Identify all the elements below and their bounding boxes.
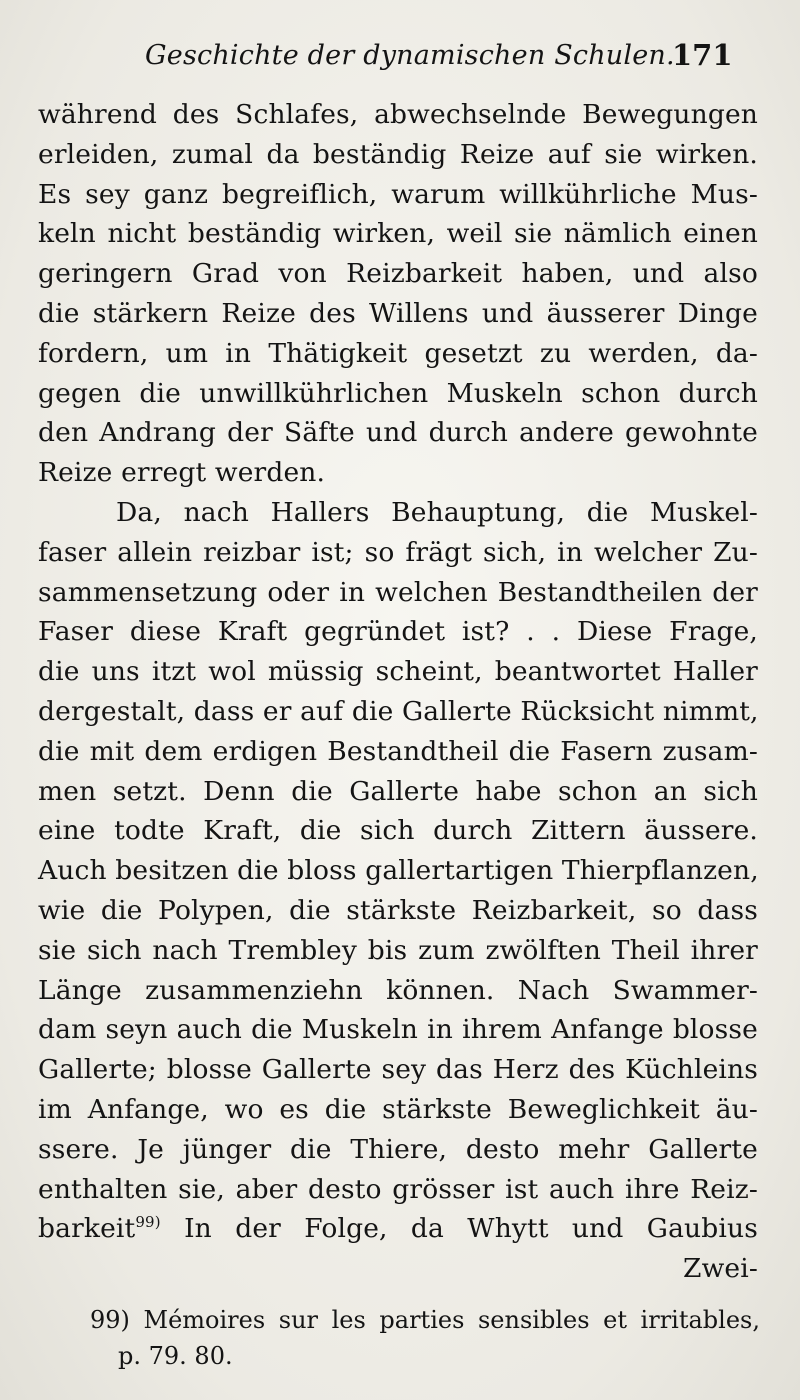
- text-line: enthalten sie, aber desto grösser ist auch ihre Reiz-: [38, 1173, 758, 1205]
- text-line: faser allein reizbar ist; so frägt sich, in welcher Zu-: [38, 536, 758, 568]
- text-line: gegen die unwillkührlichen Muskeln schon durch: [38, 377, 758, 409]
- footnote-text: Mémoires sur les parties sensibles et irritables,: [143, 1306, 760, 1334]
- text-line: Länge zusammenziehn können. Nach Swammer-: [38, 974, 758, 1006]
- text-line: die mit dem erdigen Bestandtheil die Fasern zusam-: [38, 735, 758, 767]
- text-line: erleiden, zumal da beständig Reize auf sie wirken.: [38, 138, 758, 170]
- text-line: Es sey ganz begreiflich, warum willkührliche Mus-: [38, 178, 758, 210]
- footnote-reference: 99): [135, 1213, 161, 1232]
- text-line: dam seyn auch die Muskeln in ihrem Anfange blosse: [38, 1014, 758, 1046]
- text-line: Reize erregt werden.: [38, 457, 326, 489]
- text-line: im Anfange, wo es die stärkste Beweglichkeit äu-: [38, 1093, 758, 1125]
- text-line: men setzt. Denn die Gallerte habe schon an sich: [38, 775, 758, 807]
- text-line: keln nicht beständig wirken, weil sie nämlich einen: [38, 218, 758, 250]
- text-line: ssere. Je jünger die Thiere, desto mehr Gallerte: [38, 1133, 758, 1165]
- text-line: den Andrang der Säfte und durch andere gewohnte: [38, 417, 758, 449]
- text-line: während des Schlafes, abwechselnde Bewegungen: [38, 99, 758, 130]
- text-line: sammensetzung oder in welchen Bestandtheilen der: [38, 576, 758, 608]
- text-line: die uns itzt wol müssig scheint, beantwortet Haller: [38, 656, 758, 688]
- footnote: [90, 1302, 760, 1374]
- text-line: die stärkern Reize des Willens und äusserer Dinge: [38, 297, 758, 329]
- text-line: Auch besitzen die bloss gallertartigen Thierpflanzen,: [38, 855, 759, 887]
- text-line: sie sich nach Trembley bis zum zwölften Theil ihrer: [38, 934, 758, 966]
- paragraph-start-line: Da, nach Hallers Behauptung, die Muskel-: [116, 496, 758, 528]
- text-line-with-footnote-ref: [38, 1209, 758, 1249]
- footnote-line: [90, 1302, 760, 1338]
- footnote-line: p. 79. 80.: [118, 1342, 233, 1370]
- text-line: eine todte Kraft, die sich durch Zittern äussere.: [38, 815, 758, 847]
- text-line: geringern Grad von Reizbarkeit haben, und also: [38, 258, 758, 290]
- text-line: wie die Polypen, die stärkste Reizbarkeit, so dass: [38, 894, 758, 926]
- text-segment: In der Folge, da Whytt und Gaubius: [184, 1213, 758, 1245]
- text-line: Faser diese Kraft gegründet ist? . . Diese Frage,: [38, 616, 758, 648]
- page-number: 171: [672, 38, 733, 72]
- text-line: Gallerte; blosse Gallerte sey das Herz des Küchleins: [38, 1054, 758, 1086]
- footnote-number: 99): [90, 1306, 130, 1334]
- text-line: fordern, um in Thätigkeit gesetzt zu werden, da-: [38, 337, 758, 369]
- text-segment: barkeit: [38, 1213, 136, 1245]
- running-head: [0, 28, 800, 76]
- catchword: Zwei-: [683, 1253, 758, 1285]
- running-title: Geschichte der dynamischen Schulen.: [145, 40, 675, 71]
- text-line: dergestalt, dass er auf die Gallerte Rücksicht nimmt,: [38, 695, 759, 727]
- body-text: [38, 95, 758, 1289]
